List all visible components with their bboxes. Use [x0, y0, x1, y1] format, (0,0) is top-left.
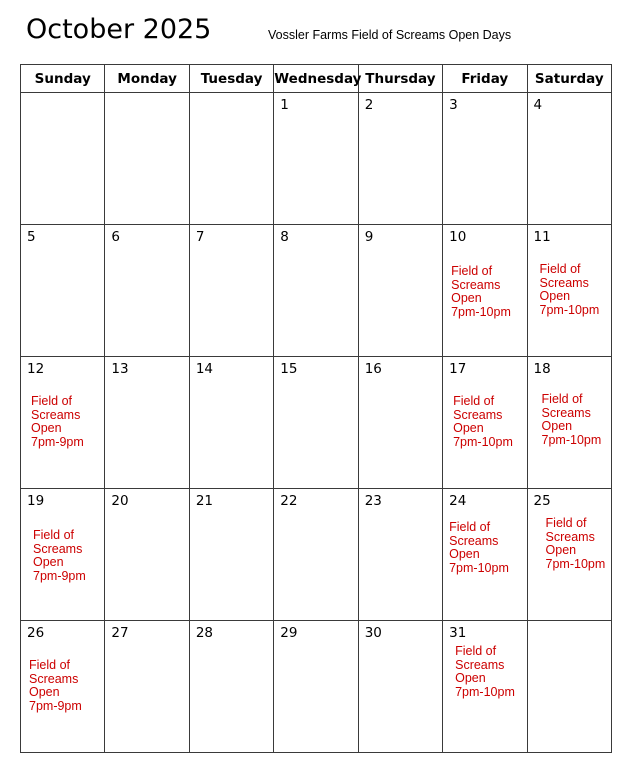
day-number: 3	[449, 97, 458, 113]
day-cell[interactable]	[274, 489, 358, 621]
event-text-line: Screams	[545, 529, 595, 544]
event-text-line: Field of	[455, 644, 497, 658]
event-text-line: Field of	[33, 528, 74, 542]
day-number: 27	[111, 625, 129, 641]
day-number: 18	[533, 361, 551, 377]
event-text-line: Open	[541, 419, 573, 433]
day-cell[interactable]	[443, 621, 527, 753]
day-cell[interactable]	[443, 93, 527, 225]
event-note	[451, 265, 525, 319]
day-number: 6	[111, 229, 121, 245]
day-number: 30	[364, 625, 382, 641]
day-cell[interactable]	[443, 357, 527, 489]
day-cell	[21, 93, 105, 225]
day-cell[interactable]	[527, 93, 611, 225]
event-text-line: Screams	[449, 533, 499, 548]
day-cell[interactable]	[21, 489, 105, 621]
day-number: 7	[195, 229, 205, 245]
event-text-line: Screams	[29, 671, 79, 686]
day-number: 20	[111, 493, 129, 509]
event-text-line: Open	[449, 547, 480, 561]
day-number: 17	[449, 361, 467, 377]
day-number: 31	[449, 625, 467, 641]
day-number: 2	[364, 97, 374, 113]
day-cell[interactable]	[527, 489, 611, 621]
weekday-monday: Monday	[105, 65, 189, 93]
event-text-line: Field of	[29, 658, 70, 672]
calendar-weeks	[21, 93, 612, 753]
event-text-line: Screams	[31, 407, 81, 422]
day-cell[interactable]	[21, 225, 105, 357]
event-text-line: Field of	[545, 516, 587, 530]
weekday-wednesday: Wednesday	[274, 65, 358, 93]
event-text-line: 7pm-10pm	[453, 434, 513, 449]
day-cell[interactable]	[358, 357, 442, 489]
day-cell	[189, 93, 273, 225]
day-number: 11	[533, 229, 551, 245]
day-number: 25	[533, 493, 551, 509]
event-text-line: Screams	[451, 277, 501, 292]
weekday-tuesday: Tuesday	[189, 65, 273, 93]
event-text-line: Screams	[453, 407, 503, 422]
event-note	[455, 645, 529, 699]
event-note	[453, 395, 527, 449]
event-note	[29, 659, 103, 713]
event-text-line: Open	[31, 421, 62, 435]
day-number: 23	[364, 493, 382, 509]
weekday-saturday: Saturday	[527, 65, 611, 93]
day-number: 16	[364, 361, 382, 377]
weekday-header-row	[21, 65, 612, 93]
event-text-line: Open	[539, 289, 571, 303]
event-text-line: 7pm-10pm	[541, 432, 602, 447]
event-text-line: Open	[33, 555, 64, 569]
event-text-line: 7pm-9pm	[31, 434, 84, 449]
day-number: 26	[27, 625, 45, 641]
event-text-line: 7pm-10pm	[539, 302, 600, 317]
day-cell[interactable]	[189, 489, 273, 621]
day-number: 13	[111, 361, 129, 377]
day-cell	[105, 93, 189, 225]
day-number: 28	[195, 625, 214, 641]
day-cell[interactable]	[274, 93, 358, 225]
day-cell[interactable]	[189, 225, 273, 357]
event-text-line: Field of	[541, 392, 583, 406]
event-note	[31, 395, 105, 449]
event-text-line: Field of	[31, 394, 72, 408]
day-cell[interactable]	[21, 621, 105, 753]
weekday-sunday: Sunday	[21, 65, 105, 93]
event-note	[449, 521, 523, 575]
day-cell[interactable]	[274, 621, 358, 753]
weekday-friday: Friday	[443, 65, 527, 93]
day-cell[interactable]	[105, 621, 189, 753]
day-number: 22	[280, 493, 298, 509]
day-cell[interactable]	[105, 489, 189, 621]
day-cell[interactable]	[358, 489, 442, 621]
event-text-line: Open	[453, 421, 484, 435]
day-number: 10	[449, 229, 467, 245]
event-text-line: 7pm-10pm	[455, 684, 515, 699]
day-cell[interactable]	[189, 357, 273, 489]
day-number: 1	[280, 97, 289, 113]
event-text-line: Open	[545, 543, 577, 557]
day-number: 4	[533, 97, 543, 113]
calendar-grid	[20, 64, 612, 753]
event-text-line: 7pm-10pm	[545, 556, 606, 571]
event-text-line: Field of	[453, 394, 495, 408]
day-number: 8	[280, 229, 289, 245]
calendar-subtitle: Vossler Farms Field of Screams Open Days	[268, 28, 512, 42]
day-cell[interactable]	[358, 93, 442, 225]
day-number: 5	[27, 229, 36, 245]
calendar-week-row	[21, 357, 612, 489]
event-text-line: Open	[455, 671, 486, 685]
calendar-week-row	[21, 225, 612, 357]
day-number: 9	[364, 229, 374, 245]
day-cell[interactable]	[105, 357, 189, 489]
day-cell[interactable]	[443, 225, 527, 357]
event-text-line: 7pm-9pm	[29, 698, 82, 713]
event-text-line: Field of	[449, 520, 491, 534]
day-cell	[527, 621, 611, 753]
day-cell[interactable]	[527, 225, 611, 357]
event-text-line: Field of	[539, 262, 581, 276]
calendar-week-row	[21, 93, 612, 225]
day-cell[interactable]	[274, 357, 358, 489]
event-note	[540, 263, 614, 317]
event-text-line: Open	[451, 291, 482, 305]
day-cell[interactable]	[105, 225, 189, 357]
day-cell[interactable]	[274, 225, 358, 357]
day-cell[interactable]	[358, 225, 442, 357]
day-number: 29	[280, 625, 298, 641]
day-number: 15	[280, 361, 298, 377]
event-text-line: Field of	[451, 264, 493, 278]
day-cell[interactable]	[443, 489, 527, 621]
event-note	[546, 517, 620, 571]
day-cell[interactable]	[527, 357, 611, 489]
event-text-line: Screams	[455, 657, 505, 672]
month-title: October 2025	[26, 14, 212, 45]
day-cell[interactable]	[358, 621, 442, 753]
day-number: 12	[27, 361, 45, 377]
day-number: 24	[449, 493, 467, 509]
event-note	[542, 393, 616, 447]
event-text-line: 7pm-10pm	[449, 560, 509, 575]
event-text-line: Open	[29, 685, 60, 699]
day-number: 19	[27, 493, 45, 509]
event-text-line: Screams	[541, 405, 591, 420]
calendar-week-row	[21, 621, 612, 753]
day-number: 14	[195, 361, 214, 377]
event-note	[33, 529, 107, 583]
event-text-line: Screams	[539, 275, 589, 290]
calendar-week-row	[21, 489, 612, 621]
day-number: 21	[195, 493, 214, 509]
day-cell[interactable]	[21, 357, 105, 489]
day-cell[interactable]	[189, 621, 273, 753]
event-text-line: Screams	[33, 541, 83, 556]
weekday-thursday: Thursday	[358, 65, 442, 93]
event-text-line: 7pm-10pm	[451, 304, 511, 319]
event-text-line: 7pm-9pm	[33, 568, 86, 583]
